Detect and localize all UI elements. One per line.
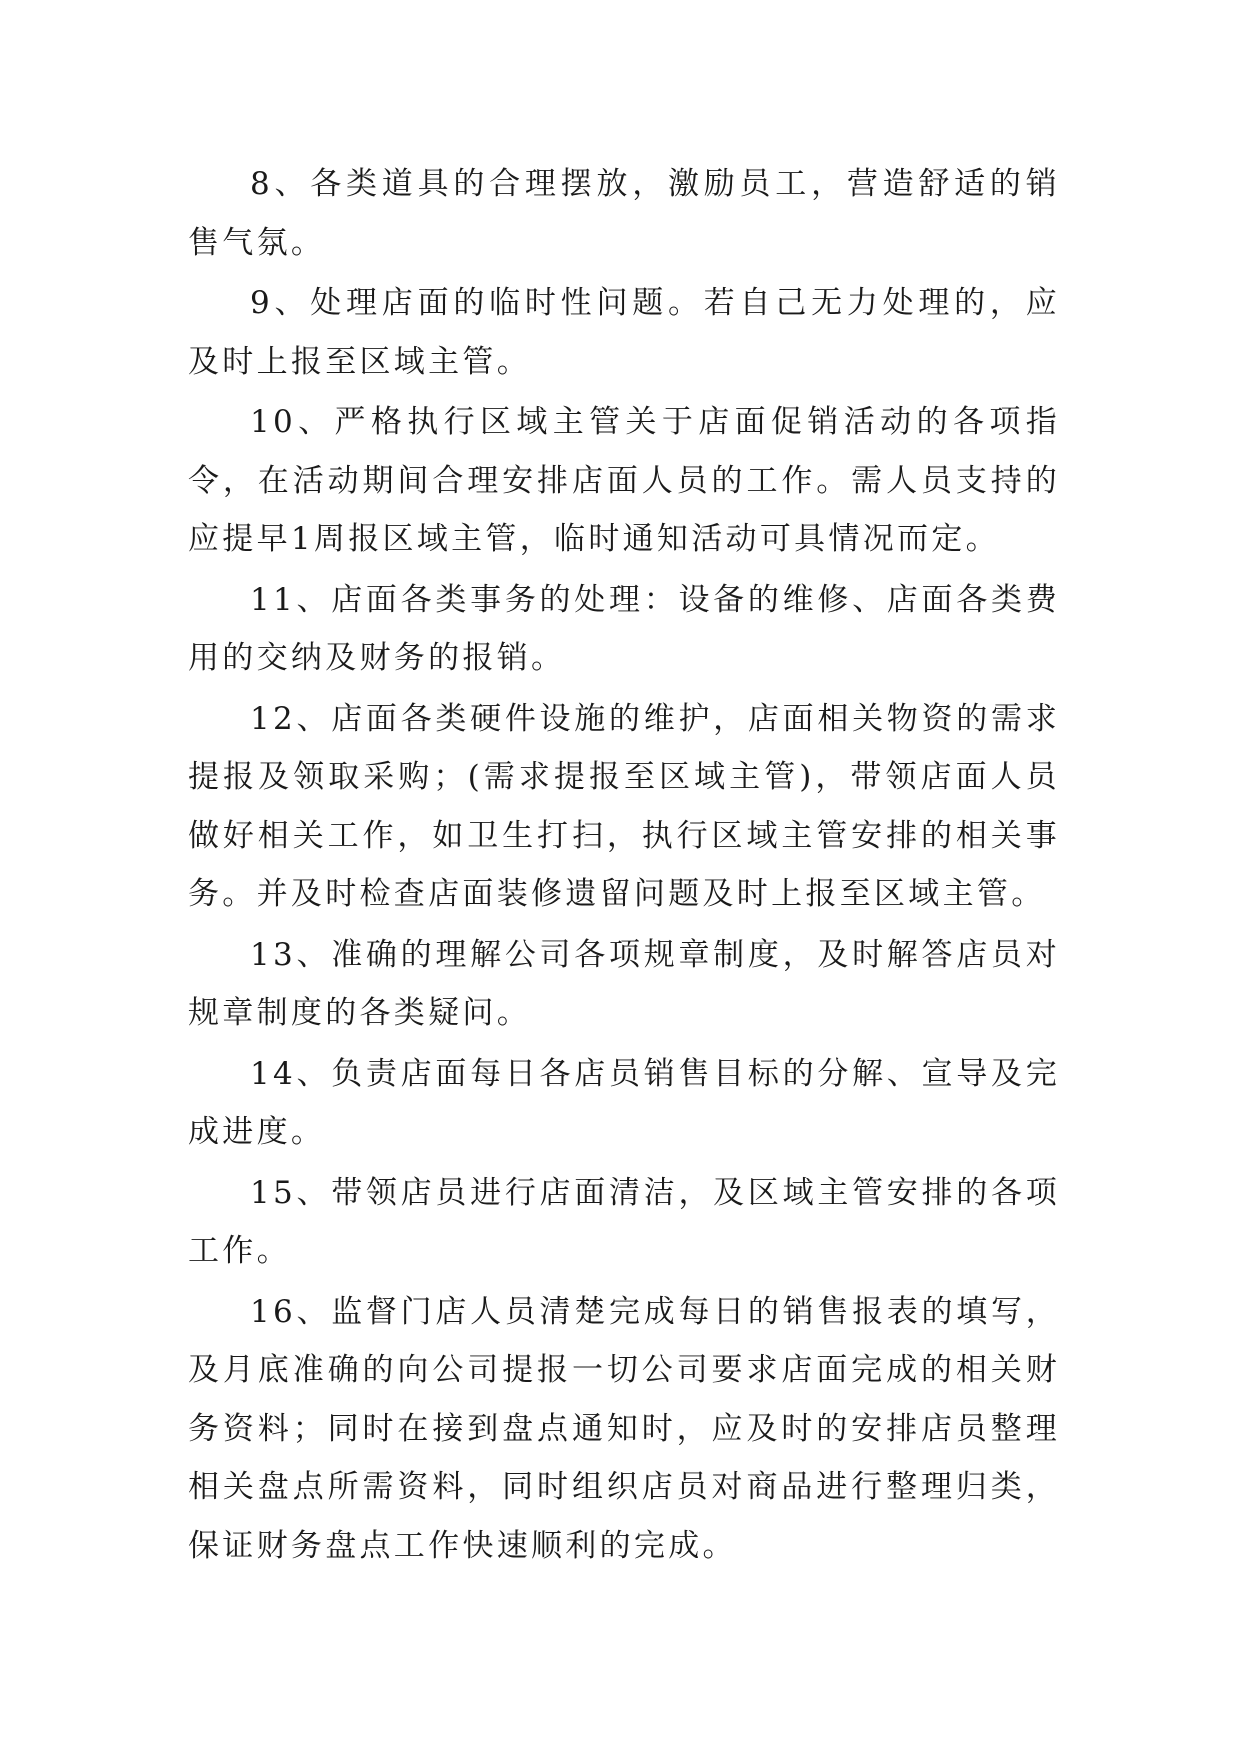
paragraph-item-14: 14、负责店面每日各店员销售目标的分解、宣导及完成进度。: [188, 1055, 1060, 1150]
paragraph-item-10: 10、严格执行区域主管关于店面促销活动的各项指令，在活动期间合理安排店面人员的工作。需人员支持的应提早1周报区域主管，临时通知活动可具情况而定。: [188, 404, 1060, 557]
paragraph-item-9: 9、处理店面的临时性问题。若自己无力处理的，应及时上报至区域主管。: [188, 285, 1060, 380]
paragraph-item-15: 15、带领店员进行店面清洁，及区域主管安排的各项工作。: [188, 1174, 1060, 1269]
paragraph-item-12: 12、店面各类硬件设施的维护，店面相关物资的需求提报及领取采购；(需求提报至区域主管)，带领店面人员做好相关工作，如卫生打扫，执行区域主管安排的相关事务。并及时检查店面装修遗留问题及时上报至区域主管。: [188, 700, 1060, 912]
paragraph-item-13: 13、准确的理解公司各项规章制度，及时解答店员对规章制度的各类疑问。: [188, 936, 1060, 1031]
paragraph-item-16: 16、监督门店人员清楚完成每日的销售报表的填写，及月底准确的向公司提报一切公司要求店面完成的相关财务资料；同时在接到盘点通知时，应及时的安排店员整理相关盘点所需资料，同时组织店员对商品进行整理归类，保证财务盘点工作快速顺利的完成。: [188, 1293, 1060, 1564]
document-body: [188, 155, 1060, 1577]
paragraph-item-8: 8、各类道具的合理摆放，激励员工，营造舒适的销售气氛。: [188, 166, 1060, 261]
paragraph-item-11: 11、店面各类事务的处理：设备的维修、店面各类费用的交纳及财务的报销。: [188, 581, 1060, 676]
